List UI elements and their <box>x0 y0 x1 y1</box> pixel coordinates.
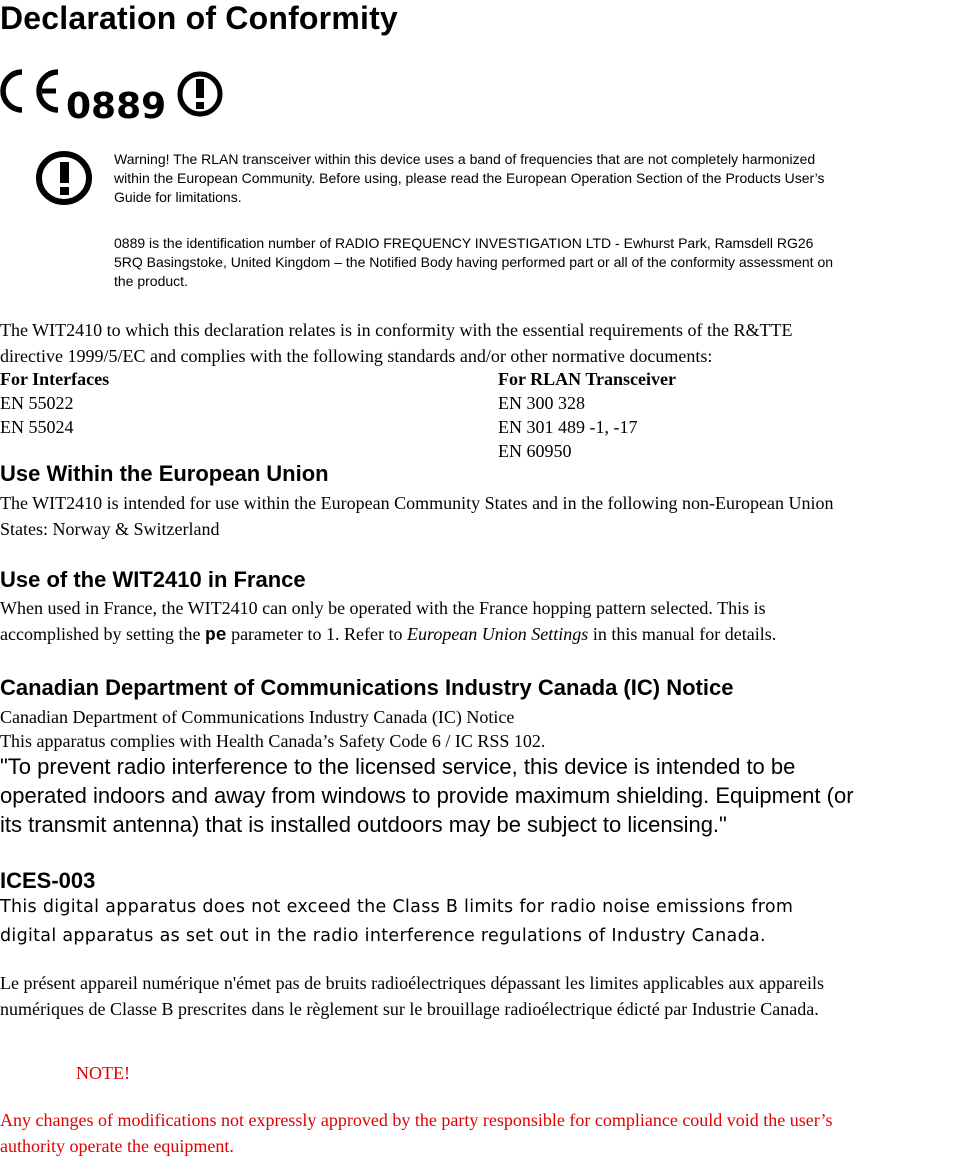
note-line: Any changes of modifications not expressly approved by the party responsible for compliance could void the user’s <box>0 1110 833 1130</box>
eu-paragraph <box>0 490 834 542</box>
france-text: accomplished by setting the <box>0 624 205 644</box>
canada-quote-line: "To prevent radio interference to the licensed service, this device is intended to be <box>0 754 796 779</box>
france-text: parameter to 1. Refer to <box>226 624 407 644</box>
interfaces-standard: EN 55022 <box>0 393 74 413</box>
identification-line: 5RQ Basingstoke, United Kingdom – the Notified Body having performed part or all of the conformity assessment on <box>114 254 834 270</box>
eu-heading: Use Within the European Union <box>0 461 329 486</box>
note-label: NOTE! <box>76 1063 130 1083</box>
page-title: Declaration of Conformity <box>0 0 398 36</box>
canada-paragraph <box>0 705 545 753</box>
interfaces-standard: EN 55024 <box>0 417 74 437</box>
conformity-paragraph <box>0 317 792 369</box>
ices-french-line: Le présent appareil numérique n'émet pas de bruits radioélectriques dépassant les limites applicables aux appareils <box>0 973 824 993</box>
eu-line: States: Norway & Switzerland <box>0 519 220 539</box>
canada-quote <box>0 752 854 839</box>
canada-heading: Canadian Department of Communications Industry Canada (IC) Notice <box>0 675 734 700</box>
france-heading: Use of the WIT2410 in France <box>0 567 306 592</box>
canada-quote-line: its transmit antenna) that is installed outdoors may be subject to licensing." <box>0 812 727 837</box>
note-line: authority operate the equipment. <box>0 1136 234 1156</box>
rlan-standard: EN 300 328 <box>498 393 585 413</box>
conformity-marks <box>0 64 240 124</box>
ices-french-line: numériques de Classe B prescrites dans le règlement sur le brouillage radioélectrique édicté par Industrie Canada. <box>0 999 819 1019</box>
identification-line: the product. <box>114 273 188 289</box>
note-paragraph <box>0 1107 832 1159</box>
conformity-line: The WIT2410 to which this declaration relates is in conformity with the essential requirements of the R&TTE <box>0 320 793 340</box>
rlan-standard: EN 301 489 -1, -17 <box>498 417 638 437</box>
ce-mark-icon <box>3 72 58 110</box>
warning-line: within the European Community. Before using, please read the European Operation Section of the Products User’s <box>114 170 825 186</box>
warning-text <box>114 150 825 207</box>
canada-quote-line: operated indoors and away from windows to provide maximum shielding. Equipment (or <box>0 783 854 808</box>
warning-line: Warning! The RLAN transceiver within this device uses a band of frequencies that are not completely harmonized <box>114 151 816 167</box>
eu-line: The WIT2410 is intended for use within the European Community States and in the following non-European Union <box>0 493 834 513</box>
interfaces-header: For Interfaces <box>0 369 110 389</box>
france-line: When used in France, the WIT2410 can only be operated with the France hopping pattern selected. This is <box>0 598 766 618</box>
canada-line: This apparatus complies with Health Canada’s Safety Code 6 / IC RSS 102. <box>0 731 546 751</box>
ices-line: digital apparatus as set out in the radio interference regulations of Industry Canada. <box>0 926 766 946</box>
france-line <box>0 621 776 649</box>
notified-body-text <box>114 234 833 291</box>
rlan-standard: EN 60950 <box>498 441 572 461</box>
canada-line: Canadian Department of Communications Industry Canada (IC) Notice <box>0 707 515 727</box>
pe-parameter: pe <box>204 626 227 646</box>
rlan-header: For RLAN Transceiver <box>498 369 676 389</box>
france-text: in this manual for details. <box>588 624 777 644</box>
ices-paragraph <box>0 893 793 951</box>
ices-french-paragraph <box>0 970 824 1022</box>
ices-heading: ICES-003 <box>0 868 96 893</box>
ices-line: This digital apparatus does not exceed the Class B limits for radio noise emissions from <box>0 897 794 917</box>
european-union-settings-reference: European Union Settings <box>406 624 589 644</box>
identification-line: 0889 is the identification number of RADIO FREQUENCY INVESTIGATION LTD - Ewhurst Park, Ramsdell RG26 <box>114 235 814 251</box>
warning-icon <box>35 150 93 206</box>
notified-body-number: 0889 <box>66 86 167 124</box>
alert-circle-icon <box>180 74 220 114</box>
warning-line: Guide for limitations. <box>114 189 242 205</box>
conformity-line: directive 1999/5/EC and complies with the following standards and/or other normative documents: <box>0 346 713 366</box>
ce-0889-logo <box>0 64 240 124</box>
